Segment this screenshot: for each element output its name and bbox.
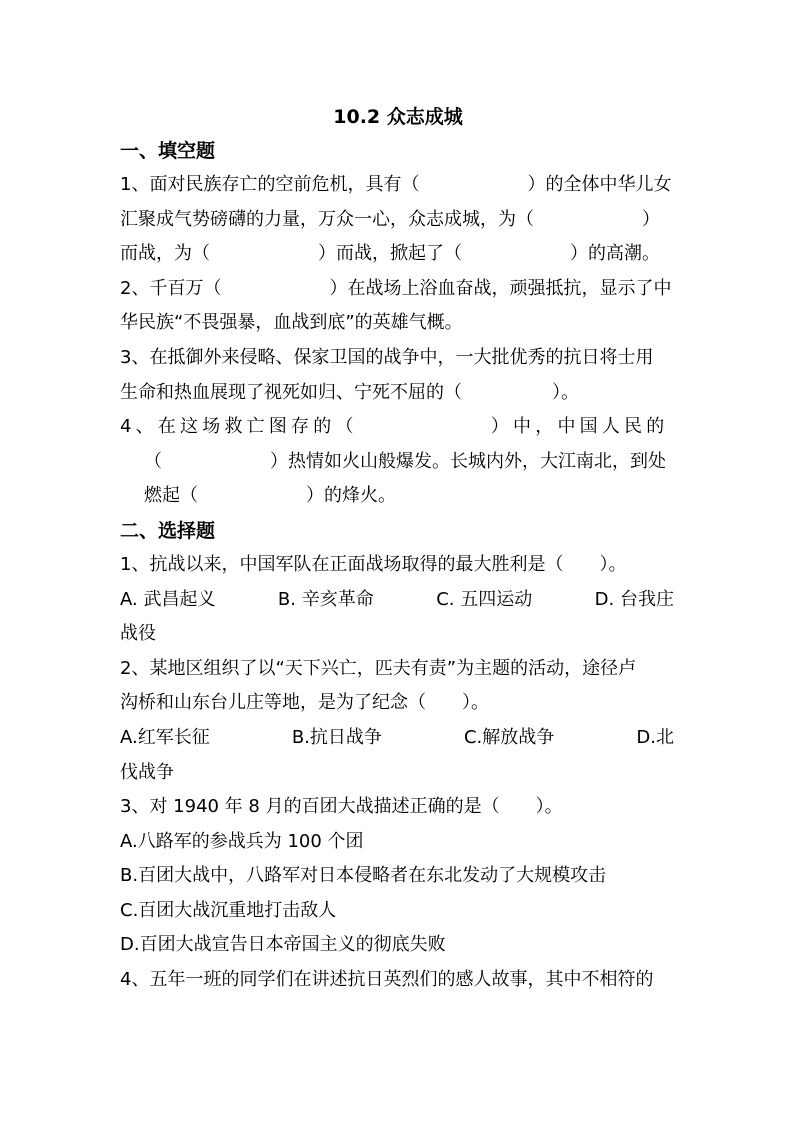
option-d: D. 台我庄 bbox=[594, 588, 674, 610]
option-a: A. 武昌起义 bbox=[120, 588, 216, 610]
option-wrap: 战役 bbox=[120, 623, 156, 645]
option-d: D.百团大战宣告日本帝国主义的彻底失败 bbox=[120, 934, 446, 956]
fill-blank-line: 而战，为（ ）而战，掀起了（ ）的高潮。 bbox=[120, 243, 660, 265]
option-c: C.解放战争 bbox=[463, 726, 555, 748]
question-stem: 沟桥和山东台儿庄等地，是为了纪念（ ）。 bbox=[120, 692, 489, 714]
fill-blank-line: 2、千百万（ ）在战场上浴血奋战，顽强抵抗，显示了中 bbox=[120, 277, 672, 299]
option-wrap: 伐战争 bbox=[120, 761, 174, 783]
option-a: A.八路军的参战兵为 100 个团 bbox=[120, 830, 364, 852]
option-b: B.百团大战中，八路军对日本侵略者在东北发动了大规模攻击 bbox=[120, 865, 607, 887]
question-stem: 4、五年一班的同学们在讲述抗日英烈们的感人故事，其中不相符的 bbox=[120, 969, 654, 991]
fill-blank-line: （ ）热情如火山般爆发。长城内外，大江南北，到处 bbox=[144, 450, 666, 472]
option-a: A.红军长征 bbox=[120, 726, 210, 748]
fill-blank-line: 3、在抵御外来侵略、保家卫国的战争中，一大批优秀的抗日将士用 bbox=[120, 346, 654, 368]
option-b: B. 辛亥革命 bbox=[277, 588, 374, 610]
fill-blank-line: 燃起（ ）的烽火。 bbox=[144, 485, 396, 507]
fill-blank-line: 4、在这场救亡图存的（ ）中，中国人民的 bbox=[120, 416, 669, 438]
section-heading-multiple-choice: 二、选择题 bbox=[120, 519, 216, 542]
fill-blank-line: 1、面对民族存亡的空前危机，具有（ ）的全体中华儿女 bbox=[120, 174, 672, 195]
question-stem: 2、某地区组织了以“天下兴亡，匹夫有责”为主题的活动，途径卢 bbox=[120, 657, 637, 679]
question-stem: 1、抗战以来，中国军队在正面战场取得的最大胜利是（ ）。 bbox=[120, 553, 627, 575]
question-options bbox=[120, 721, 676, 756]
page-title: 10.2 众志成城 bbox=[333, 106, 463, 128]
worksheet bbox=[120, 100, 676, 998]
question-stem: 3、对 1940 年 8 月的百团大战描述正确的是（ ）。 bbox=[120, 796, 563, 818]
option-c: C.百团大战沉重地打击敌人 bbox=[120, 899, 337, 921]
option-d: D.北 bbox=[636, 726, 674, 748]
section-heading-fill-blank: 一、填空题 bbox=[120, 140, 216, 162]
fill-blank-line: 汇聚成气势磅礴的力量，万众一心，众志成城，为（ ） bbox=[120, 208, 660, 230]
question-options bbox=[120, 583, 676, 618]
fill-blank-line: 生命和热血展现了视死如归、宁死不屈的（ ）。 bbox=[120, 381, 579, 403]
fill-blank-line: 华民族“不畏强暴，血战到底”的英雄气概。 bbox=[120, 312, 463, 334]
option-c: C. 五四运动 bbox=[436, 588, 533, 610]
option-b: B.抗日战争 bbox=[291, 726, 382, 748]
